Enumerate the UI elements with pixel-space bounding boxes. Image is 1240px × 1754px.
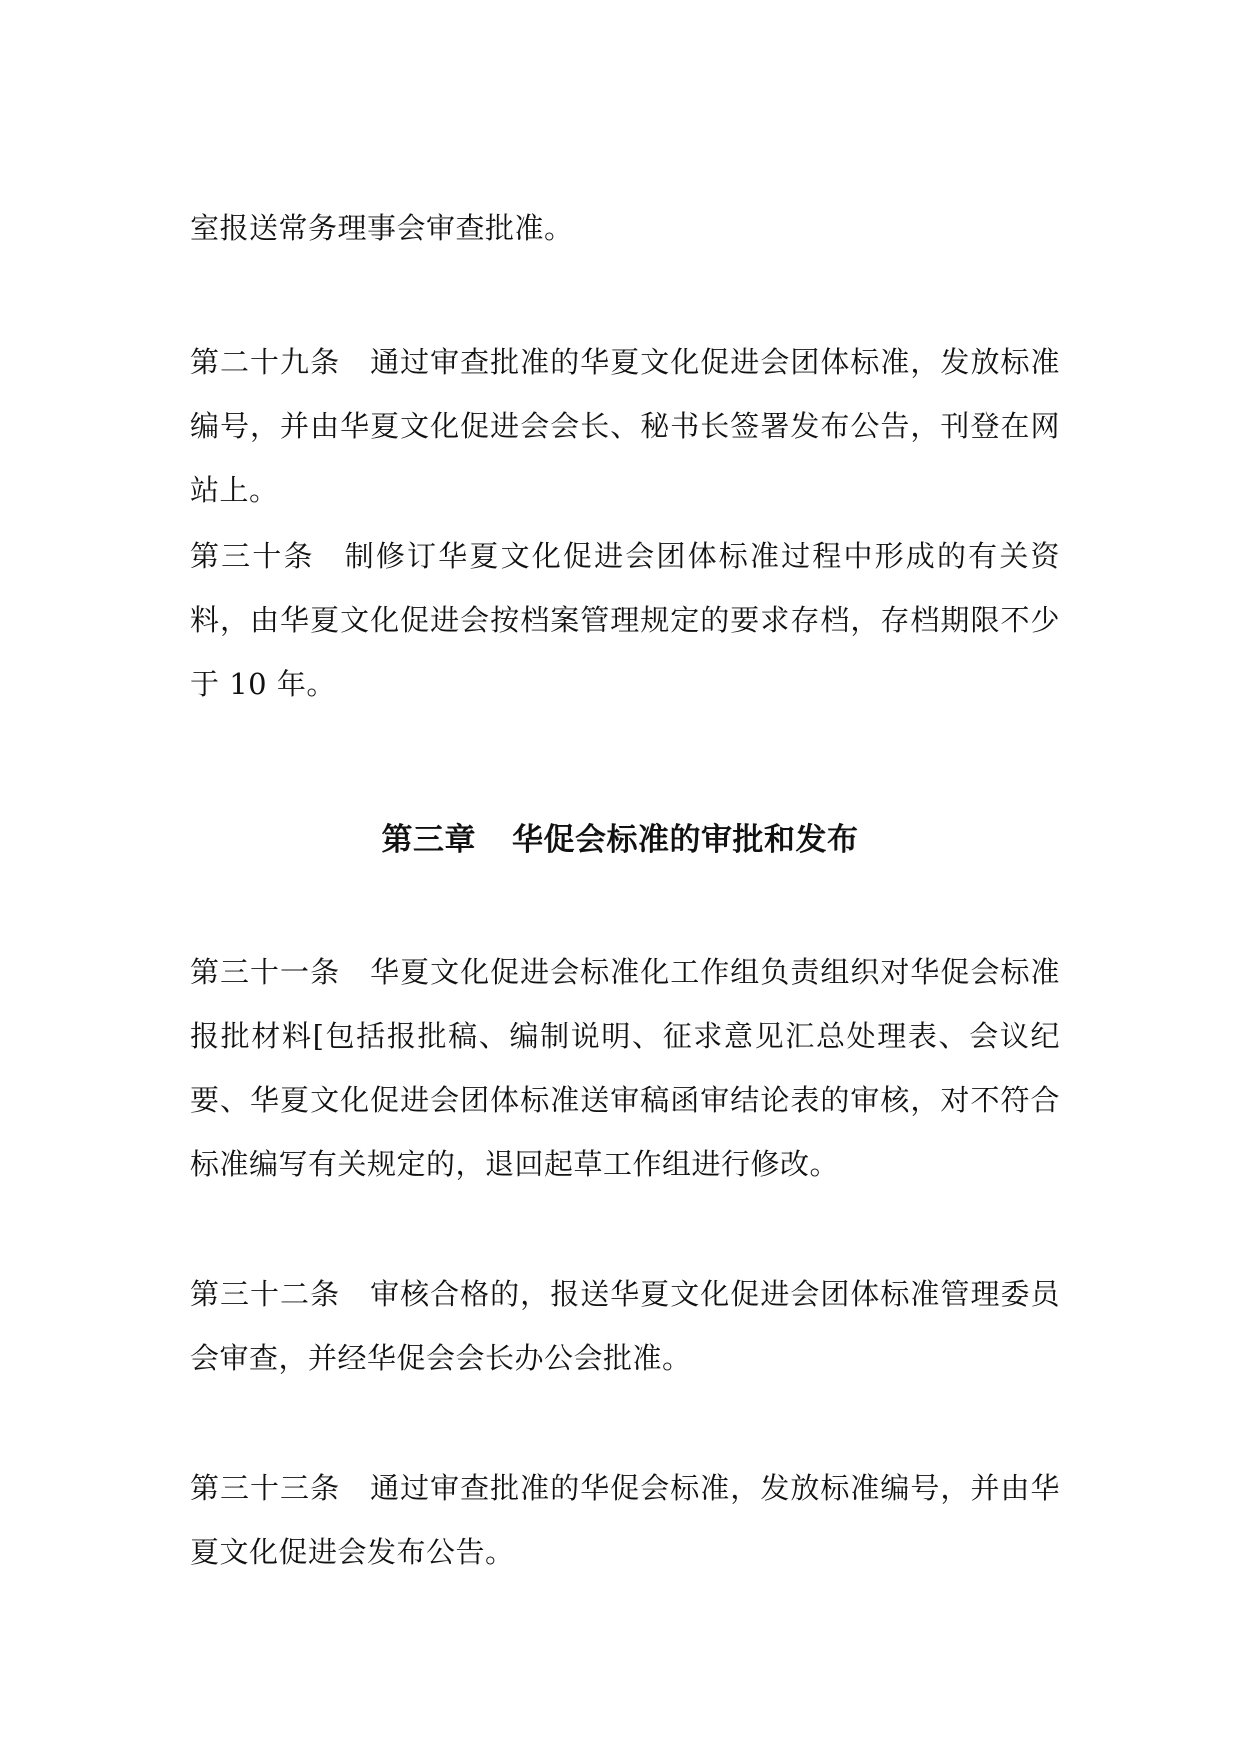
article-31 [190, 940, 1060, 1196]
article-text: 华夏文化促进会标准化工作组负责组织对华促会标准报批材料[包括报批稿、编制说明、征求意见汇总处理表、会议纪要、华夏文化促进会团体标准送审稿函审结论表的审核，对不符合标准编写有关规定的，退回起草工作组进行修改。 [190, 955, 1060, 1181]
article-text: 审核合格的，报送华夏文化促进会团体标准管理委员会审查，并经华促会会长办公会批准。 [190, 1277, 1060, 1375]
article-label: 第二十九条 [190, 345, 341, 379]
chapter-title: 华促会标准的审批和发布 [512, 822, 859, 858]
article-33 [190, 1456, 1060, 1584]
article-label: 第三十条 [190, 539, 315, 573]
article-label: 第三十二条 [190, 1277, 341, 1311]
article-30 [190, 524, 1060, 716]
article-label: 第三十三条 [190, 1471, 341, 1505]
article-text: 通过审查批准的华促会标准，发放标准编号，并由华夏文化促进会发布公告。 [190, 1471, 1060, 1569]
article-32 [190, 1262, 1060, 1390]
article-label: 第三十一条 [190, 955, 341, 989]
article-text: 制修订华夏文化促进会团体标准过程中形成的有关资料，由华夏文化促进会按档案管理规定的要求存档，存档期限不少于 10 年。 [190, 539, 1060, 701]
paragraph-continuation [190, 196, 1060, 260]
article-text: 通过审查批准的华夏文化促进会团体标准，发放标准编号，并由华夏文化促进会会长、秘书长签署发布公告，刊登在网站上。 [190, 345, 1060, 507]
article-29 [190, 330, 1060, 522]
chapter-heading [0, 808, 1240, 872]
paragraph-text: 室报送常务理事会审查批准。 [190, 211, 574, 245]
chapter-number: 第三章 [381, 822, 476, 858]
